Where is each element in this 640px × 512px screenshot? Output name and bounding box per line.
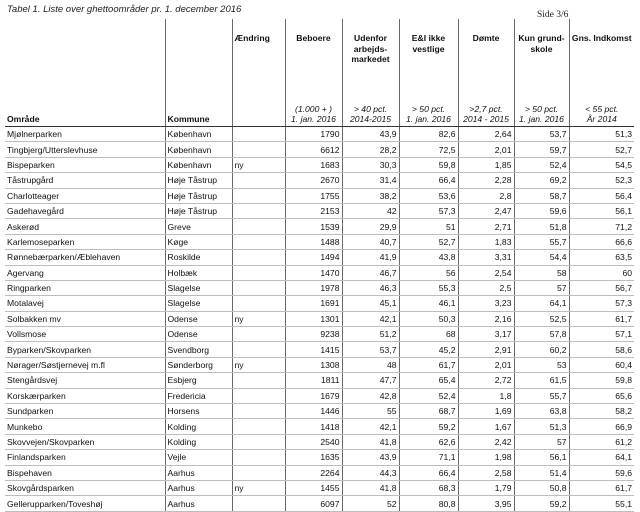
cell-beboere: 1679 [285, 388, 342, 403]
cell-domte: 2,5 [458, 280, 514, 295]
cell-domte: 3,31 [458, 250, 514, 265]
cell-udenfor: 41,9 [342, 250, 399, 265]
cell-beboere: 1418 [285, 419, 342, 434]
cell-udenfor: 48 [342, 357, 399, 372]
table-row [5, 388, 634, 403]
cell-kun: 63,8 [514, 404, 569, 419]
cell-kun: 58,7 [514, 188, 569, 203]
cell-ei: 65,4 [399, 373, 458, 388]
cell-domte: 2,01 [458, 357, 514, 372]
table-row [5, 234, 634, 249]
cell-kommune: København [165, 127, 232, 142]
cell-kommune: Aarhus [165, 496, 232, 511]
cell-udenfor: 42,8 [342, 388, 399, 403]
cell-omraade: Askerød [5, 219, 165, 234]
cell-domte: 1,98 [458, 450, 514, 465]
cell-aendring [232, 388, 285, 403]
header-aendring: Ændring [232, 19, 285, 95]
table-row [5, 250, 634, 265]
cell-aendring [232, 173, 285, 188]
cell-aendring [232, 434, 285, 449]
cell-omraade: Tåstrupgård [5, 173, 165, 188]
cell-kommune: Kolding [165, 434, 232, 449]
subheader-row [5, 95, 634, 127]
cell-kommune: Slagelse [165, 280, 232, 295]
cell-kommune: Køge [165, 234, 232, 249]
cell-indkomst: 58,6 [569, 342, 634, 357]
cell-beboere: 9238 [285, 327, 342, 342]
cell-aendring [232, 234, 285, 249]
cell-ei: 57,3 [399, 203, 458, 218]
cell-beboere: 1308 [285, 357, 342, 372]
cell-ei: 53,6 [399, 188, 458, 203]
cell-udenfor: 41,8 [342, 434, 399, 449]
cell-kommune: Svendborg [165, 342, 232, 357]
cell-aendring [232, 496, 285, 511]
unit-ei-period: 1. jan. 2016 [406, 114, 451, 124]
cell-indkomst: 71,2 [569, 219, 634, 234]
unit-udenfor [342, 95, 399, 127]
cell-aendring: ny [232, 311, 285, 326]
cell-indkomst: 52,7 [569, 142, 634, 157]
cell-beboere: 2670 [285, 173, 342, 188]
cell-ei: 68 [399, 327, 458, 342]
cell-omraade: Munkebo [5, 419, 165, 434]
cell-aendring [232, 250, 285, 265]
cell-domte: 2,47 [458, 203, 514, 218]
cell-beboere: 2153 [285, 203, 342, 218]
cell-udenfor: 47,7 [342, 373, 399, 388]
table-row [5, 173, 634, 188]
header-spacer-omraade [5, 19, 165, 95]
header-domte: Dømte [458, 19, 514, 95]
cell-omraade: Finlandsparken [5, 450, 165, 465]
table-row [5, 127, 634, 142]
cell-udenfor: 53,7 [342, 342, 399, 357]
cell-omraade: Solbakken mv [5, 311, 165, 326]
cell-beboere: 1455 [285, 480, 342, 495]
cell-kun: 53,7 [514, 127, 569, 142]
cell-aendring [232, 450, 285, 465]
cell-kun: 51,8 [514, 219, 569, 234]
cell-omraade: Stengårdsvej [5, 373, 165, 388]
cell-beboere: 6097 [285, 496, 342, 511]
cell-beboere: 1790 [285, 127, 342, 142]
cell-domte: 2,8 [458, 188, 514, 203]
cell-udenfor: 44,3 [342, 465, 399, 480]
cell-udenfor: 28,2 [342, 142, 399, 157]
cell-aendring [232, 404, 285, 419]
header-spacer-kommune [165, 19, 232, 95]
cell-beboere: 2540 [285, 434, 342, 449]
cell-aendring [232, 342, 285, 357]
cell-domte: 1,79 [458, 480, 514, 495]
cell-ei: 56 [399, 265, 458, 280]
cell-kun: 55,7 [514, 388, 569, 403]
cell-kun: 64,1 [514, 296, 569, 311]
cell-kommune: Sønderborg [165, 357, 232, 372]
cell-aendring: ny [232, 357, 285, 372]
cell-domte: 2,01 [458, 142, 514, 157]
cell-aendring [232, 296, 285, 311]
cell-indkomst: 55,1 [569, 496, 634, 511]
cell-kun: 59,7 [514, 142, 569, 157]
unit-indkomst [569, 95, 634, 127]
unit-indkomst-threshold: < 55 pct. [585, 104, 619, 114]
table-row [5, 142, 634, 157]
unit-ei [399, 95, 458, 127]
cell-udenfor: 31,4 [342, 173, 399, 188]
unit-udenfor-period: 2014-2015 [349, 114, 392, 124]
table-row [5, 219, 634, 234]
cell-aendring [232, 203, 285, 218]
cell-ei: 43,8 [399, 250, 458, 265]
cell-domte: 3,95 [458, 496, 514, 511]
cell-kun: 51,3 [514, 419, 569, 434]
cell-udenfor: 29,9 [342, 219, 399, 234]
cell-omraade: Skovgårdsparken [5, 480, 165, 495]
cell-domte: 2,28 [458, 173, 514, 188]
cell-omraade: Bispehaven [5, 465, 165, 480]
cell-udenfor: 43,9 [342, 450, 399, 465]
cell-aendring [232, 127, 285, 142]
cell-kommune: Horsens [165, 404, 232, 419]
table-row [5, 480, 634, 495]
cell-beboere: 1978 [285, 280, 342, 295]
cell-ei: 55,3 [399, 280, 458, 295]
cell-domte: 1,83 [458, 234, 514, 249]
cell-indkomst: 59,6 [569, 465, 634, 480]
cell-ei: 59,2 [399, 419, 458, 434]
cell-kommune: Roskilde [165, 250, 232, 265]
cell-domte: 3,23 [458, 296, 514, 311]
cell-omraade: Gadehavegård [5, 203, 165, 218]
cell-indkomst: 63,5 [569, 250, 634, 265]
cell-udenfor: 30,3 [342, 157, 399, 172]
cell-kommune: Greve [165, 219, 232, 234]
cell-udenfor: 46,7 [342, 265, 399, 280]
cell-domte: 2,54 [458, 265, 514, 280]
cell-kommune: Kolding [165, 419, 232, 434]
cell-kun: 57,8 [514, 327, 569, 342]
cell-kun: 59,2 [514, 496, 569, 511]
cell-indkomst: 57,1 [569, 327, 634, 342]
table-row [5, 157, 634, 172]
cell-ei: 61,7 [399, 357, 458, 372]
cell-omraade: Skovvejen/Skovparken [5, 434, 165, 449]
cell-ei: 52,7 [399, 234, 458, 249]
cell-kun: 55,7 [514, 234, 569, 249]
unit-kun [514, 95, 569, 127]
cell-indkomst: 66,9 [569, 419, 634, 434]
cell-aendring [232, 142, 285, 157]
cell-indkomst: 51,3 [569, 127, 634, 142]
unit-beboere [285, 95, 342, 127]
cell-kommune: Odense [165, 327, 232, 342]
cell-kun: 59,6 [514, 203, 569, 218]
cell-indkomst: 66,6 [569, 234, 634, 249]
cell-ei: 62,6 [399, 434, 458, 449]
cell-aendring [232, 280, 285, 295]
header-omraade: Område [5, 95, 165, 127]
cell-udenfor: 41,8 [342, 480, 399, 495]
cell-udenfor: 42,1 [342, 311, 399, 326]
cell-omraade: Byparken/Skovparken [5, 342, 165, 357]
cell-udenfor: 42,1 [342, 419, 399, 434]
unit-ei-threshold: > 50 pct. [411, 104, 446, 114]
cell-indkomst: 58,2 [569, 404, 634, 419]
cell-omraade: Nørager/Søstjernevej m.fl [5, 357, 165, 372]
cell-omraade: Bispeparken [5, 157, 165, 172]
cell-indkomst: 59,8 [569, 373, 634, 388]
cell-indkomst: 57,3 [569, 296, 634, 311]
header-kun: Kun grund-skole [514, 19, 569, 95]
cell-omraade: Mjølnerparken [5, 127, 165, 142]
cell-ei: 66,4 [399, 173, 458, 188]
table-row [5, 203, 634, 218]
unit-kun-period: 1. jan. 2016 [519, 114, 564, 124]
cell-aendring [232, 188, 285, 203]
cell-beboere: 1683 [285, 157, 342, 172]
cell-ei: 82,6 [399, 127, 458, 142]
cell-kommune: Esbjerg [165, 373, 232, 388]
table-row [5, 311, 634, 326]
cell-ei: 46,1 [399, 296, 458, 311]
cell-domte: 2,72 [458, 373, 514, 388]
unit-aendring [232, 95, 285, 127]
cell-indkomst: 61,2 [569, 434, 634, 449]
cell-kommune: Høje Tåstrup [165, 203, 232, 218]
cell-kun: 61,5 [514, 373, 569, 388]
table-row [5, 327, 634, 342]
cell-kommune: Høje Tåstrup [165, 173, 232, 188]
cell-indkomst: 56,4 [569, 188, 634, 203]
cell-aendring [232, 373, 285, 388]
cell-kommune: København [165, 142, 232, 157]
cell-kommune: Vejle [165, 450, 232, 465]
cell-beboere: 1494 [285, 250, 342, 265]
cell-aendring [232, 265, 285, 280]
cell-indkomst: 61,7 [569, 480, 634, 495]
cell-aendring [232, 419, 285, 434]
cell-udenfor: 40,7 [342, 234, 399, 249]
cell-domte: 1,67 [458, 419, 514, 434]
header-indkomst: Gns. Indkomst [571, 33, 632, 43]
cell-udenfor: 45,1 [342, 296, 399, 311]
cell-ei: 50,3 [399, 311, 458, 326]
table-row [5, 465, 634, 480]
table-row [5, 450, 634, 465]
cell-kun: 52,4 [514, 157, 569, 172]
cell-indkomst: 60,4 [569, 357, 634, 372]
cell-kun: 57 [514, 280, 569, 295]
cell-beboere: 1635 [285, 450, 342, 465]
table-row [5, 357, 634, 372]
cell-aendring [232, 327, 285, 342]
header-beboere: Beboere [285, 19, 342, 95]
cell-kommune: Slagelse [165, 296, 232, 311]
cell-ei: 68,3 [399, 480, 458, 495]
cell-udenfor: 42 [342, 203, 399, 218]
cell-ei: 52,4 [399, 388, 458, 403]
cell-domte: 2,42 [458, 434, 514, 449]
cell-indkomst: 61,7 [569, 311, 634, 326]
cell-ei: 71,1 [399, 450, 458, 465]
unit-domte-period: 2014 - 2015 [463, 114, 509, 124]
cell-beboere: 1539 [285, 219, 342, 234]
header-kommune: Kommune [165, 95, 232, 127]
cell-kommune: Aarhus [165, 465, 232, 480]
header-row [5, 19, 634, 95]
header-udenfor: Udenfor arbejds-markedet [342, 19, 399, 95]
cell-omraade: Charlotteager [5, 188, 165, 203]
cell-beboere: 1470 [285, 265, 342, 280]
unit-udenfor-threshold: > 40 pct. [353, 104, 388, 114]
cell-omraade: Gellerupparken/Toveshøj [5, 496, 165, 511]
table-row [5, 188, 634, 203]
cell-domte: 2,71 [458, 219, 514, 234]
unit-indkomst-period: År 2014 [586, 114, 617, 124]
cell-kommune: Holbæk [165, 265, 232, 280]
cell-domte: 3,17 [458, 327, 514, 342]
table-row [5, 434, 634, 449]
cell-indkomst: 64,1 [569, 450, 634, 465]
cell-aendring: ny [232, 157, 285, 172]
ghetto-areas-table [5, 19, 634, 512]
cell-kun: 60,2 [514, 342, 569, 357]
cell-domte: 2,64 [458, 127, 514, 142]
cell-indkomst: 65,6 [569, 388, 634, 403]
table-row [5, 373, 634, 388]
cell-ei: 66,4 [399, 465, 458, 480]
unit-kun-threshold: > 50 pct. [524, 104, 559, 114]
table-row [5, 296, 634, 311]
unit-beboere-period: 1. jan. 2016 [291, 114, 336, 124]
unit-beboere-threshold: (1.000 + ) [294, 104, 333, 114]
cell-omraade: Sundparken [5, 404, 165, 419]
page-number: Side 3/6 [537, 10, 569, 20]
cell-aendring [232, 465, 285, 480]
cell-beboere: 1446 [285, 404, 342, 419]
table-caption: Tabel 1. Liste over ghettoområder pr. 1. december 2016 [7, 4, 242, 15]
cell-kommune: Høje Tåstrup [165, 188, 232, 203]
cell-kommune: Odense [165, 311, 232, 326]
cell-beboere: 1811 [285, 373, 342, 388]
cell-udenfor: 51,2 [342, 327, 399, 342]
cell-kun: 69,2 [514, 173, 569, 188]
cell-kommune: Aarhus [165, 480, 232, 495]
cell-udenfor: 43,9 [342, 127, 399, 142]
cell-kun: 51,4 [514, 465, 569, 480]
cell-indkomst: 56,7 [569, 280, 634, 295]
cell-kun: 50,8 [514, 480, 569, 495]
cell-indkomst: 52,3 [569, 173, 634, 188]
cell-domte: 1,69 [458, 404, 514, 419]
cell-omraade: Korskærparken [5, 388, 165, 403]
cell-ei: 68,7 [399, 404, 458, 419]
cell-omraade: Ringparken [5, 280, 165, 295]
cell-omraade: Karlemoseparken [5, 234, 165, 249]
cell-beboere: 1488 [285, 234, 342, 249]
cell-kommune: Fredericia [165, 388, 232, 403]
cell-kun: 57 [514, 434, 569, 449]
cell-indkomst: 60 [569, 265, 634, 280]
cell-kun: 58 [514, 265, 569, 280]
cell-ei: 51 [399, 219, 458, 234]
cell-omraade: Vollsmose [5, 327, 165, 342]
table-row [5, 342, 634, 357]
cell-aendring: ny [232, 480, 285, 495]
cell-udenfor: 46,3 [342, 280, 399, 295]
cell-beboere: 1415 [285, 342, 342, 357]
unit-domte-threshold: >2,7 pct. [469, 104, 503, 114]
cell-udenfor: 52 [342, 496, 399, 511]
cell-aendring [232, 219, 285, 234]
table-row [5, 496, 634, 511]
cell-ei: 45,2 [399, 342, 458, 357]
cell-omraade: Agervang [5, 265, 165, 280]
cell-domte: 1,85 [458, 157, 514, 172]
cell-beboere: 1691 [285, 296, 342, 311]
table-row [5, 280, 634, 295]
cell-omraade: Motalavej [5, 296, 165, 311]
cell-kun: 52,5 [514, 311, 569, 326]
cell-ei: 80,8 [399, 496, 458, 511]
cell-domte: 2,91 [458, 342, 514, 357]
cell-kommune: København [165, 157, 232, 172]
table-row [5, 265, 634, 280]
table-row [5, 419, 634, 434]
cell-indkomst: 54,5 [569, 157, 634, 172]
cell-kun: 56,1 [514, 450, 569, 465]
cell-beboere: 1755 [285, 188, 342, 203]
cell-beboere: 1301 [285, 311, 342, 326]
cell-ei: 59,8 [399, 157, 458, 172]
cell-beboere: 2264 [285, 465, 342, 480]
cell-domte: 2,16 [458, 311, 514, 326]
unit-domte [458, 95, 514, 127]
cell-domte: 2,58 [458, 465, 514, 480]
cell-kun: 53 [514, 357, 569, 372]
cell-omraade: Rønnebærparken/Æblehaven [5, 250, 165, 265]
cell-indkomst: 56,1 [569, 203, 634, 218]
header-ei: E&I ikke vestlige [399, 19, 458, 95]
cell-omraade: Tingbjerg/Utterslevhuse [5, 142, 165, 157]
cell-udenfor: 55 [342, 404, 399, 419]
cell-kun: 54,4 [514, 250, 569, 265]
cell-ei: 72,5 [399, 142, 458, 157]
table-row [5, 404, 634, 419]
cell-beboere: 6612 [285, 142, 342, 157]
cell-domte: 1,8 [458, 388, 514, 403]
cell-udenfor: 38,2 [342, 188, 399, 203]
